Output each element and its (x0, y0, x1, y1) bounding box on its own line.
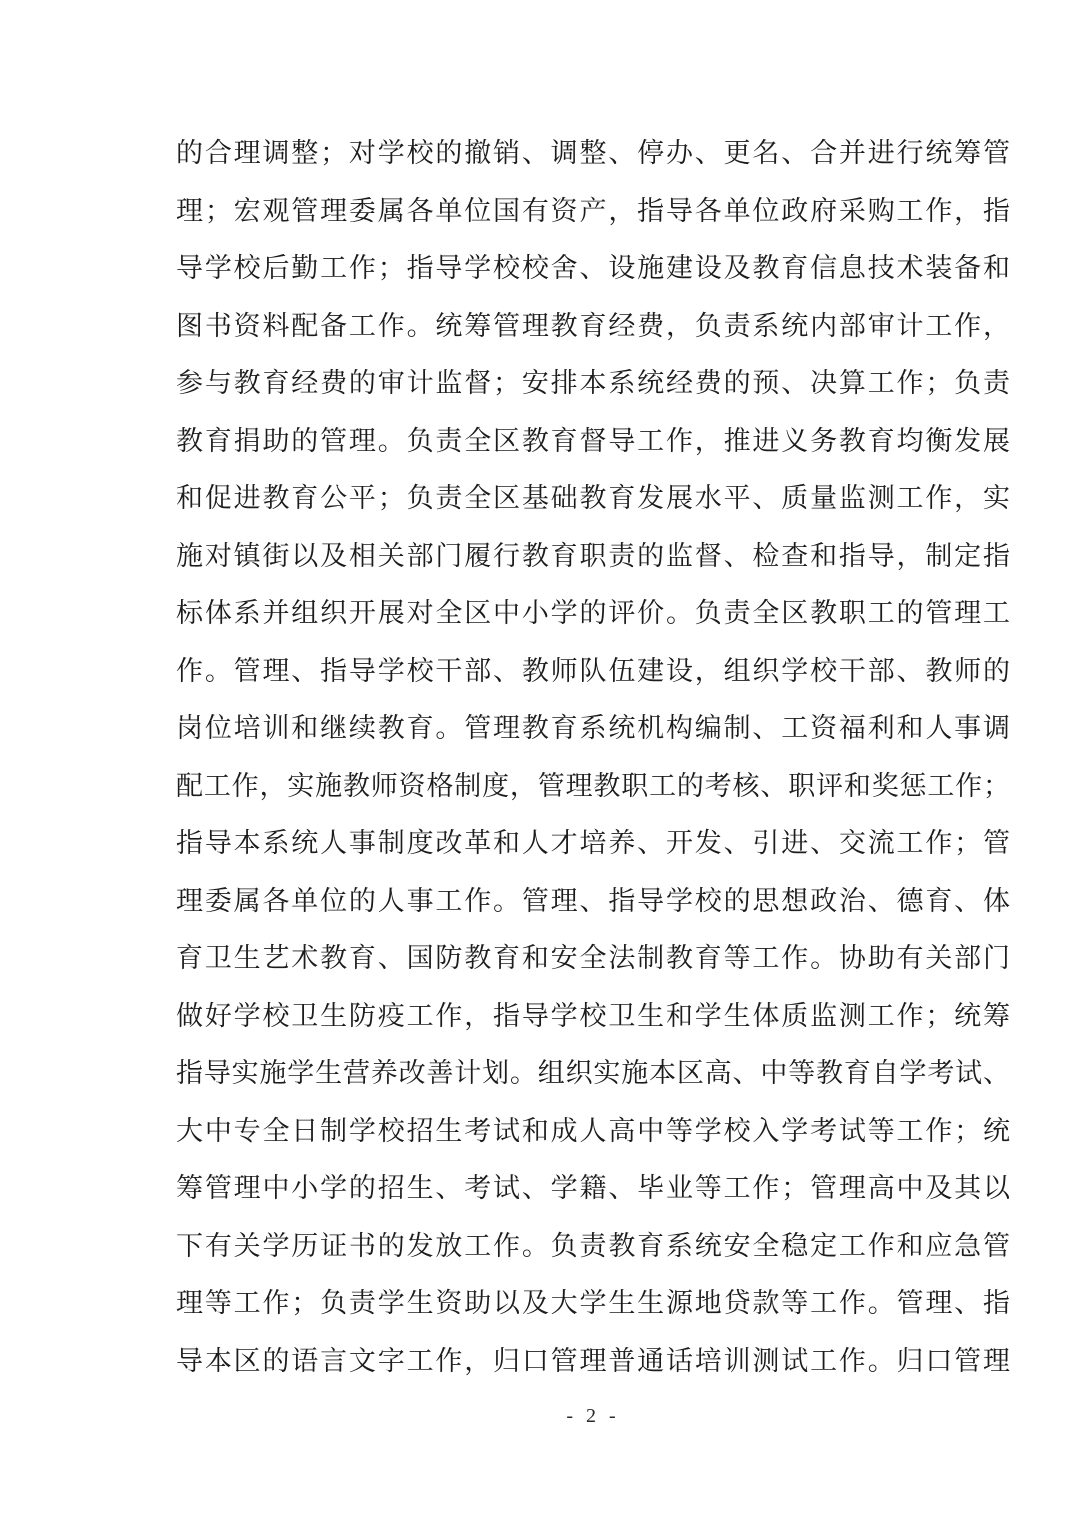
text-line: 参与教育经费的审计监督；安排本系统经费的预、决算工作；负责 (176, 368, 1010, 398)
text-line: 配工作，实施教师资格制度，管理教职工的考核、职评和奖惩工作； (176, 770, 1010, 801)
text-line: 导学校后勤工作；指导学校校舍、设施建设及教育信息技术装备和 (176, 253, 1010, 283)
text-line: 理等工作；负责学生资助以及大学生生源地贷款等工作。管理、指 (176, 1288, 1010, 1318)
text-line: 理；宏观管理委属各单位国有资产，指导各单位政府采购工作，指 (176, 195, 1010, 226)
text-line: 筹管理中小学的招生、考试、学籍、毕业等工作；管理高中及其以 (176, 1173, 1010, 1203)
page-number: - 2 - (566, 1405, 620, 1427)
text-line: 下有关学历证书的发放工作。负责教育系统安全稳定工作和应急管 (176, 1230, 1010, 1261)
text-line: 标体系并组织开展对全区中小学的评价。负责全区教职工的管理工 (176, 598, 1010, 628)
text-line: 和促进教育公平；负责全区基础教育发展水平、质量监测工作，实 (176, 483, 1010, 513)
text-line: 理委属各单位的人事工作。管理、指导学校的思想政治、德育、体 (176, 885, 1010, 916)
text-line: 教育捐助的管理。负责全区教育督导工作，推进义务教育均衡发展 (176, 425, 1010, 456)
text-line: 的合理调整；对学校的撤销、调整、停办、更名、合并进行统筹管 (176, 138, 1010, 168)
text-line: 图书资料配备工作。统筹管理教育经费，负责系统内部审计工作， (176, 310, 1010, 341)
text-line: 施对镇街以及相关部门履行教育职责的监督、检查和指导，制定指 (176, 540, 1010, 571)
text-line: 做好学校卫生防疫工作，指导学校卫生和学生体质监测工作；统筹 (176, 1000, 1010, 1031)
text-line: 指导实施学生营养改善计划。组织实施本区高、中等教育自学考试、 (176, 1058, 1010, 1088)
text-line: 指导本系统人事制度改革和人才培养、开发、引进、交流工作；管 (176, 828, 1010, 858)
text-line: 作。管理、指导学校干部、教师队伍建设，组织学校干部、教师的 (176, 655, 1010, 686)
text-line: 导本区的语言文字工作，归口管理普通话培训测试工作。归口管理 (176, 1345, 1010, 1376)
text-line: 育卫生艺术教育、国防教育和安全法制教育等工作。协助有关部门 (176, 943, 1010, 973)
text-line: 大中专全日制学校招生考试和成人高中等学校入学考试等工作；统 (176, 1115, 1010, 1146)
text-line: 岗位培训和继续教育。管理教育系统机构编制、工资福利和人事调 (176, 713, 1010, 743)
body-text (176, 125, 1010, 1390)
